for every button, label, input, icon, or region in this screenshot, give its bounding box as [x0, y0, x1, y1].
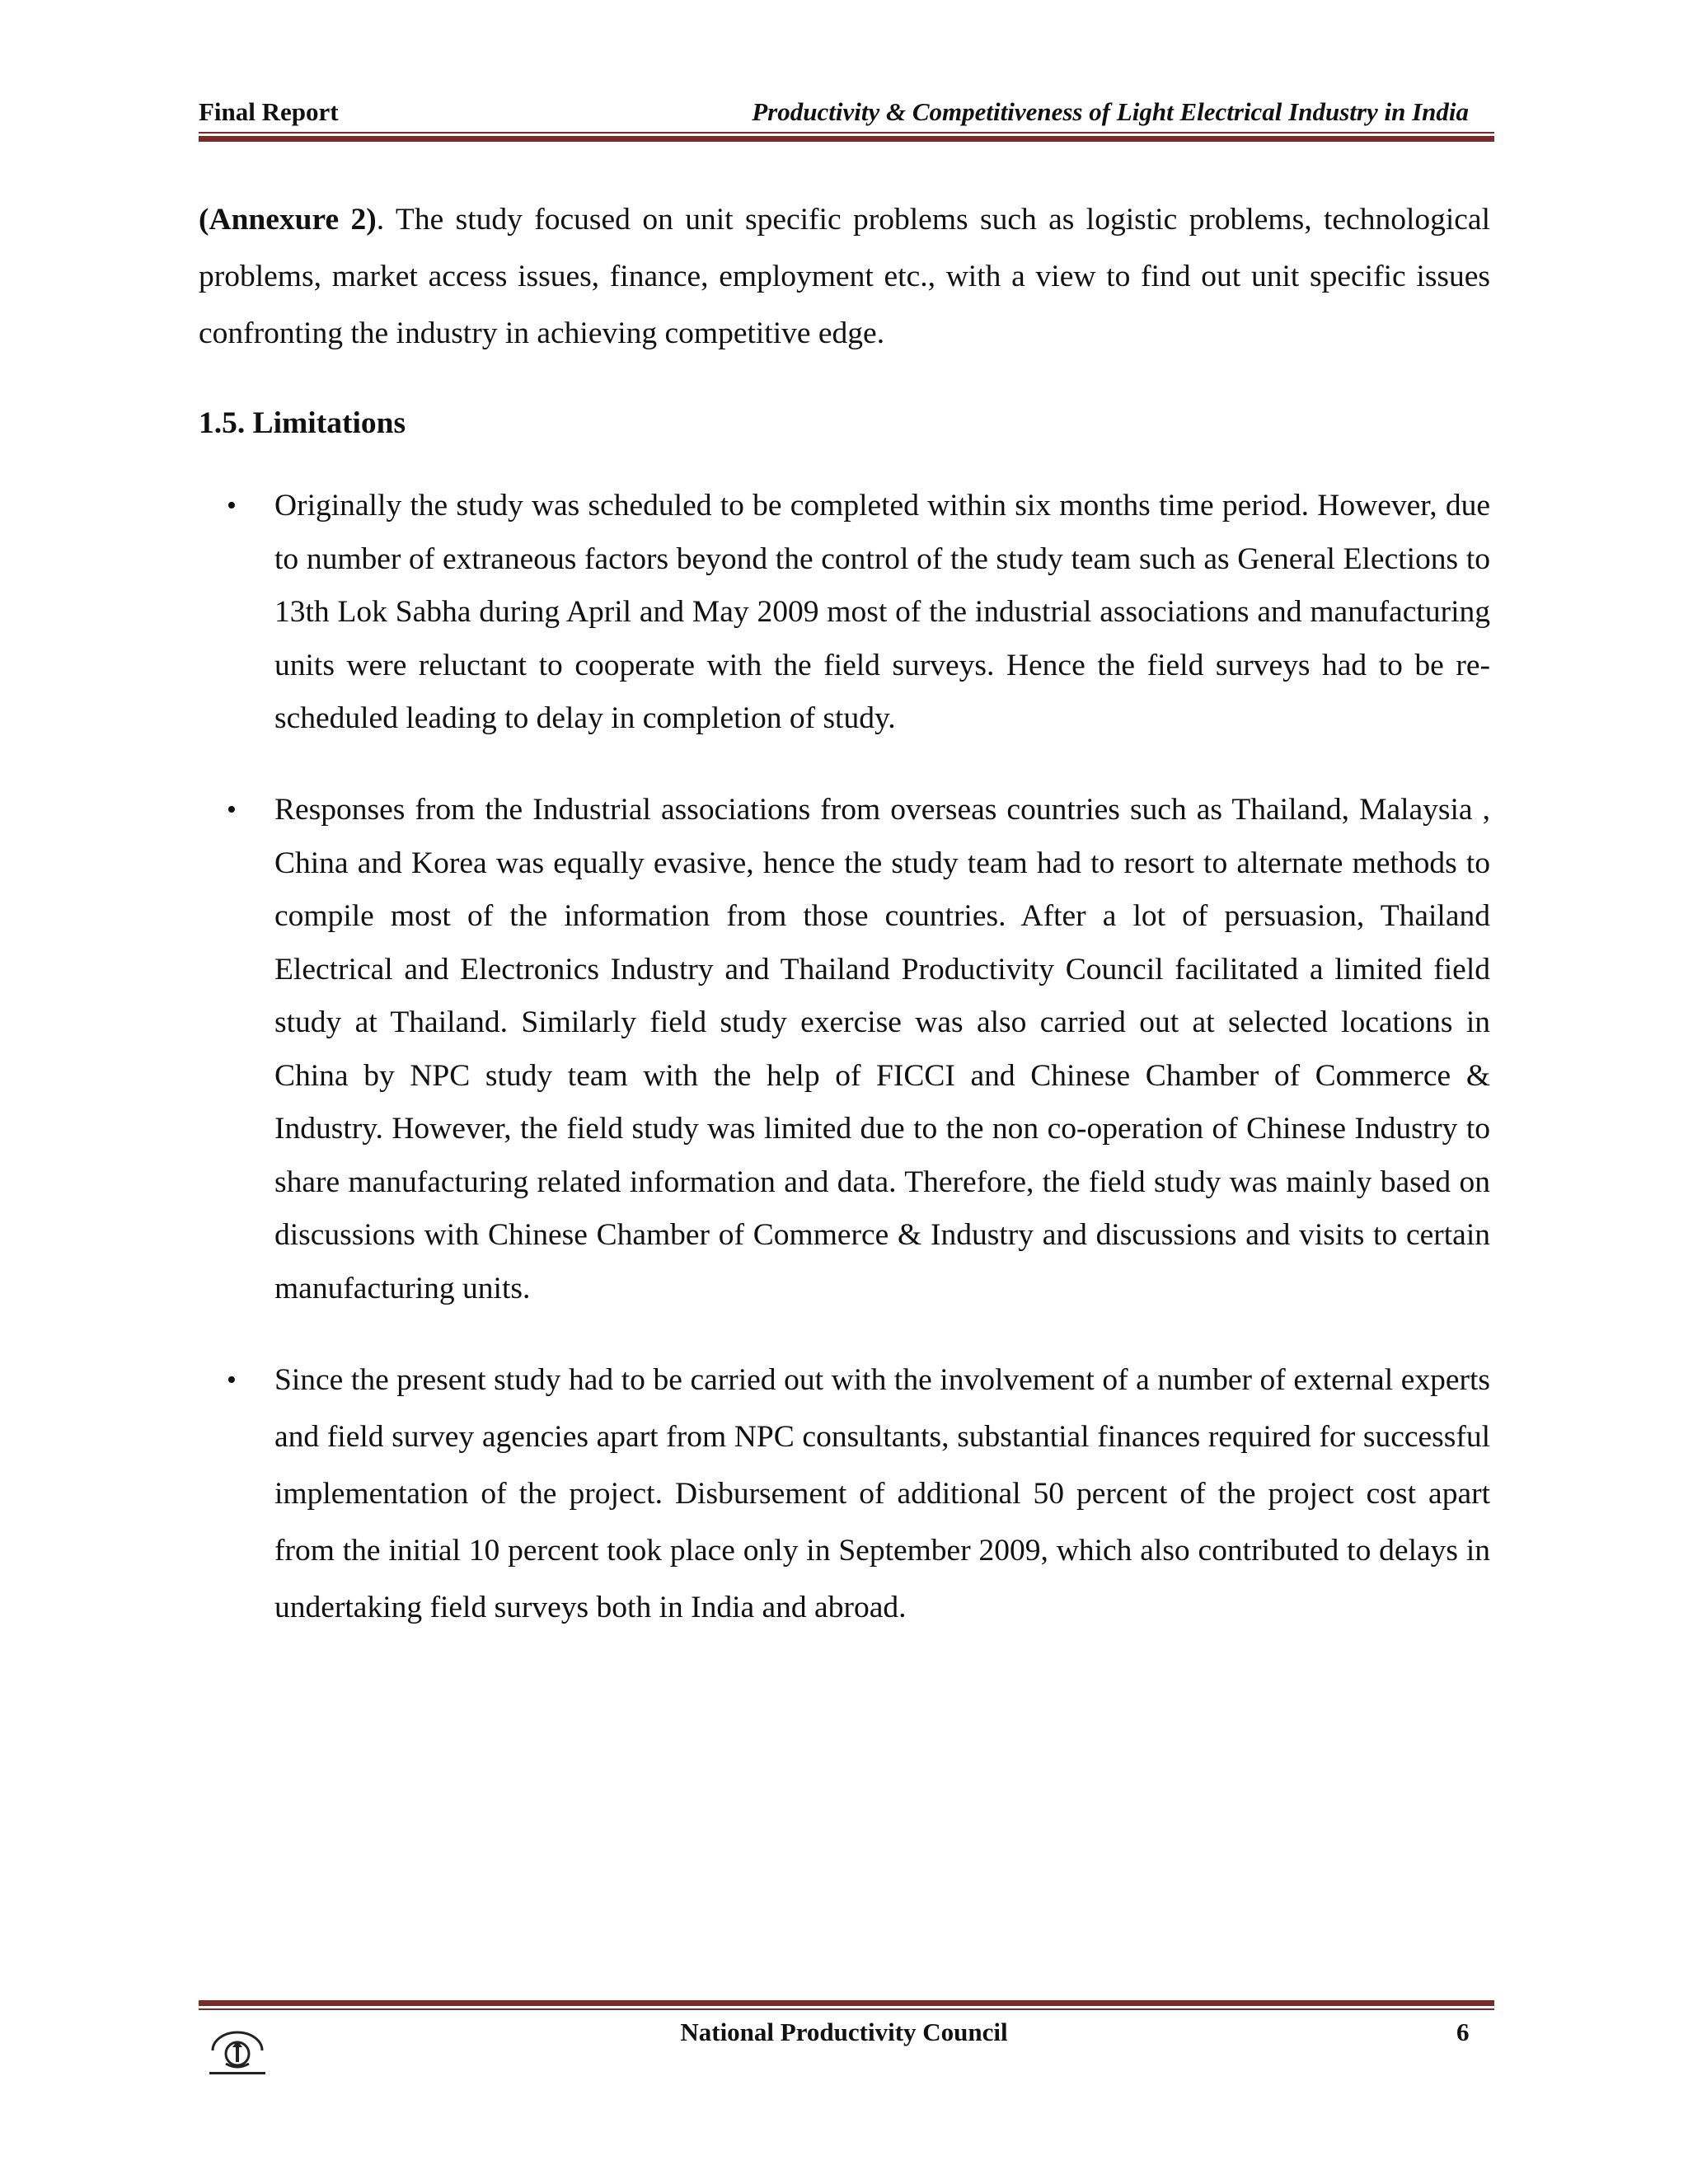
header-document-title: Productivity & Competitiveness of Light Electrical Industry in India	[752, 97, 1469, 126]
list-item	[199, 1352, 1490, 1636]
bullet-icon: •	[227, 1365, 237, 1395]
limitations-list	[199, 480, 1490, 746]
section-heading: 1.5. Limitations	[199, 406, 406, 440]
bullet-icon: •	[227, 794, 237, 825]
header-rule-thin	[199, 132, 1494, 134]
limitations-list	[199, 1352, 1490, 1636]
header-report-label: Final Report	[199, 97, 339, 126]
annexure-reference: (Annexure 2)	[199, 203, 377, 237]
list-item-text: Originally the study was scheduled to be completed within six months time period. However, due to number of extraneous factors beyond the control of the study team such as General Elections to 13th Lok Sabha during April and May 2009 most of the industrial associations and manufacturing units were reluctant to cooperate with the field surveys. Hence the field surveys had to be re-scheduled leading to delay in completion of study.	[274, 489, 1490, 735]
intro-text: . The study focused on unit specific problems such as logistic problems, technological problems, market access issues, finance, employment etc., with a view to find out unit specific issues confronting the industry in achieving competitive edge.	[199, 203, 1490, 350]
intro-paragraph	[199, 191, 1490, 362]
list-item	[199, 480, 1490, 746]
page-number: 6	[1456, 2018, 1470, 2046]
header-rule-thick	[199, 136, 1494, 142]
footer-rule-thick	[199, 2000, 1494, 2006]
list-item	[199, 784, 1490, 1315]
footer-organization: National Productivity Council	[680, 2018, 1008, 2046]
bullet-icon: •	[227, 490, 237, 521]
list-item-text: Responses from the Industrial associations from overseas countries such as Thailand, Malaysia , China and Korea was equally evasive, hence the study team had to resort to alternate methods to compile most of the information from those countries. After a lot of persuasion, Thailand Electrical and Electronics Industry and Thailand Productivity Council facilitated a limited field study at Thailand. Similarly field study exercise was also carried out at selected locations in China by NPC study team with the help of FICCI and Chinese Chamber of Commerce & Industry. However, the field study was limited due to the non co-operation of Chinese Industry to share manufacturing related information and data. Therefore, the field study was mainly based on discussions with Chinese Chamber of Commerce & Industry and discussions and visits to certain manufacturing units.	[274, 793, 1490, 1305]
footer-rule-thin	[199, 2008, 1494, 2010]
list-item-text: Since the present study had to be carried out with the involvement of a number of external experts and field survey agencies apart from NPC consultants, substantial finances required for successful implementation of the project. Disbursement of additional 50 percent of the project cost apart from the initial 10 percent took place only in September 2009, which also contributed to delays in undertaking field surveys both in India and abroad.	[274, 1363, 1490, 1624]
limitations-list	[199, 784, 1490, 1315]
